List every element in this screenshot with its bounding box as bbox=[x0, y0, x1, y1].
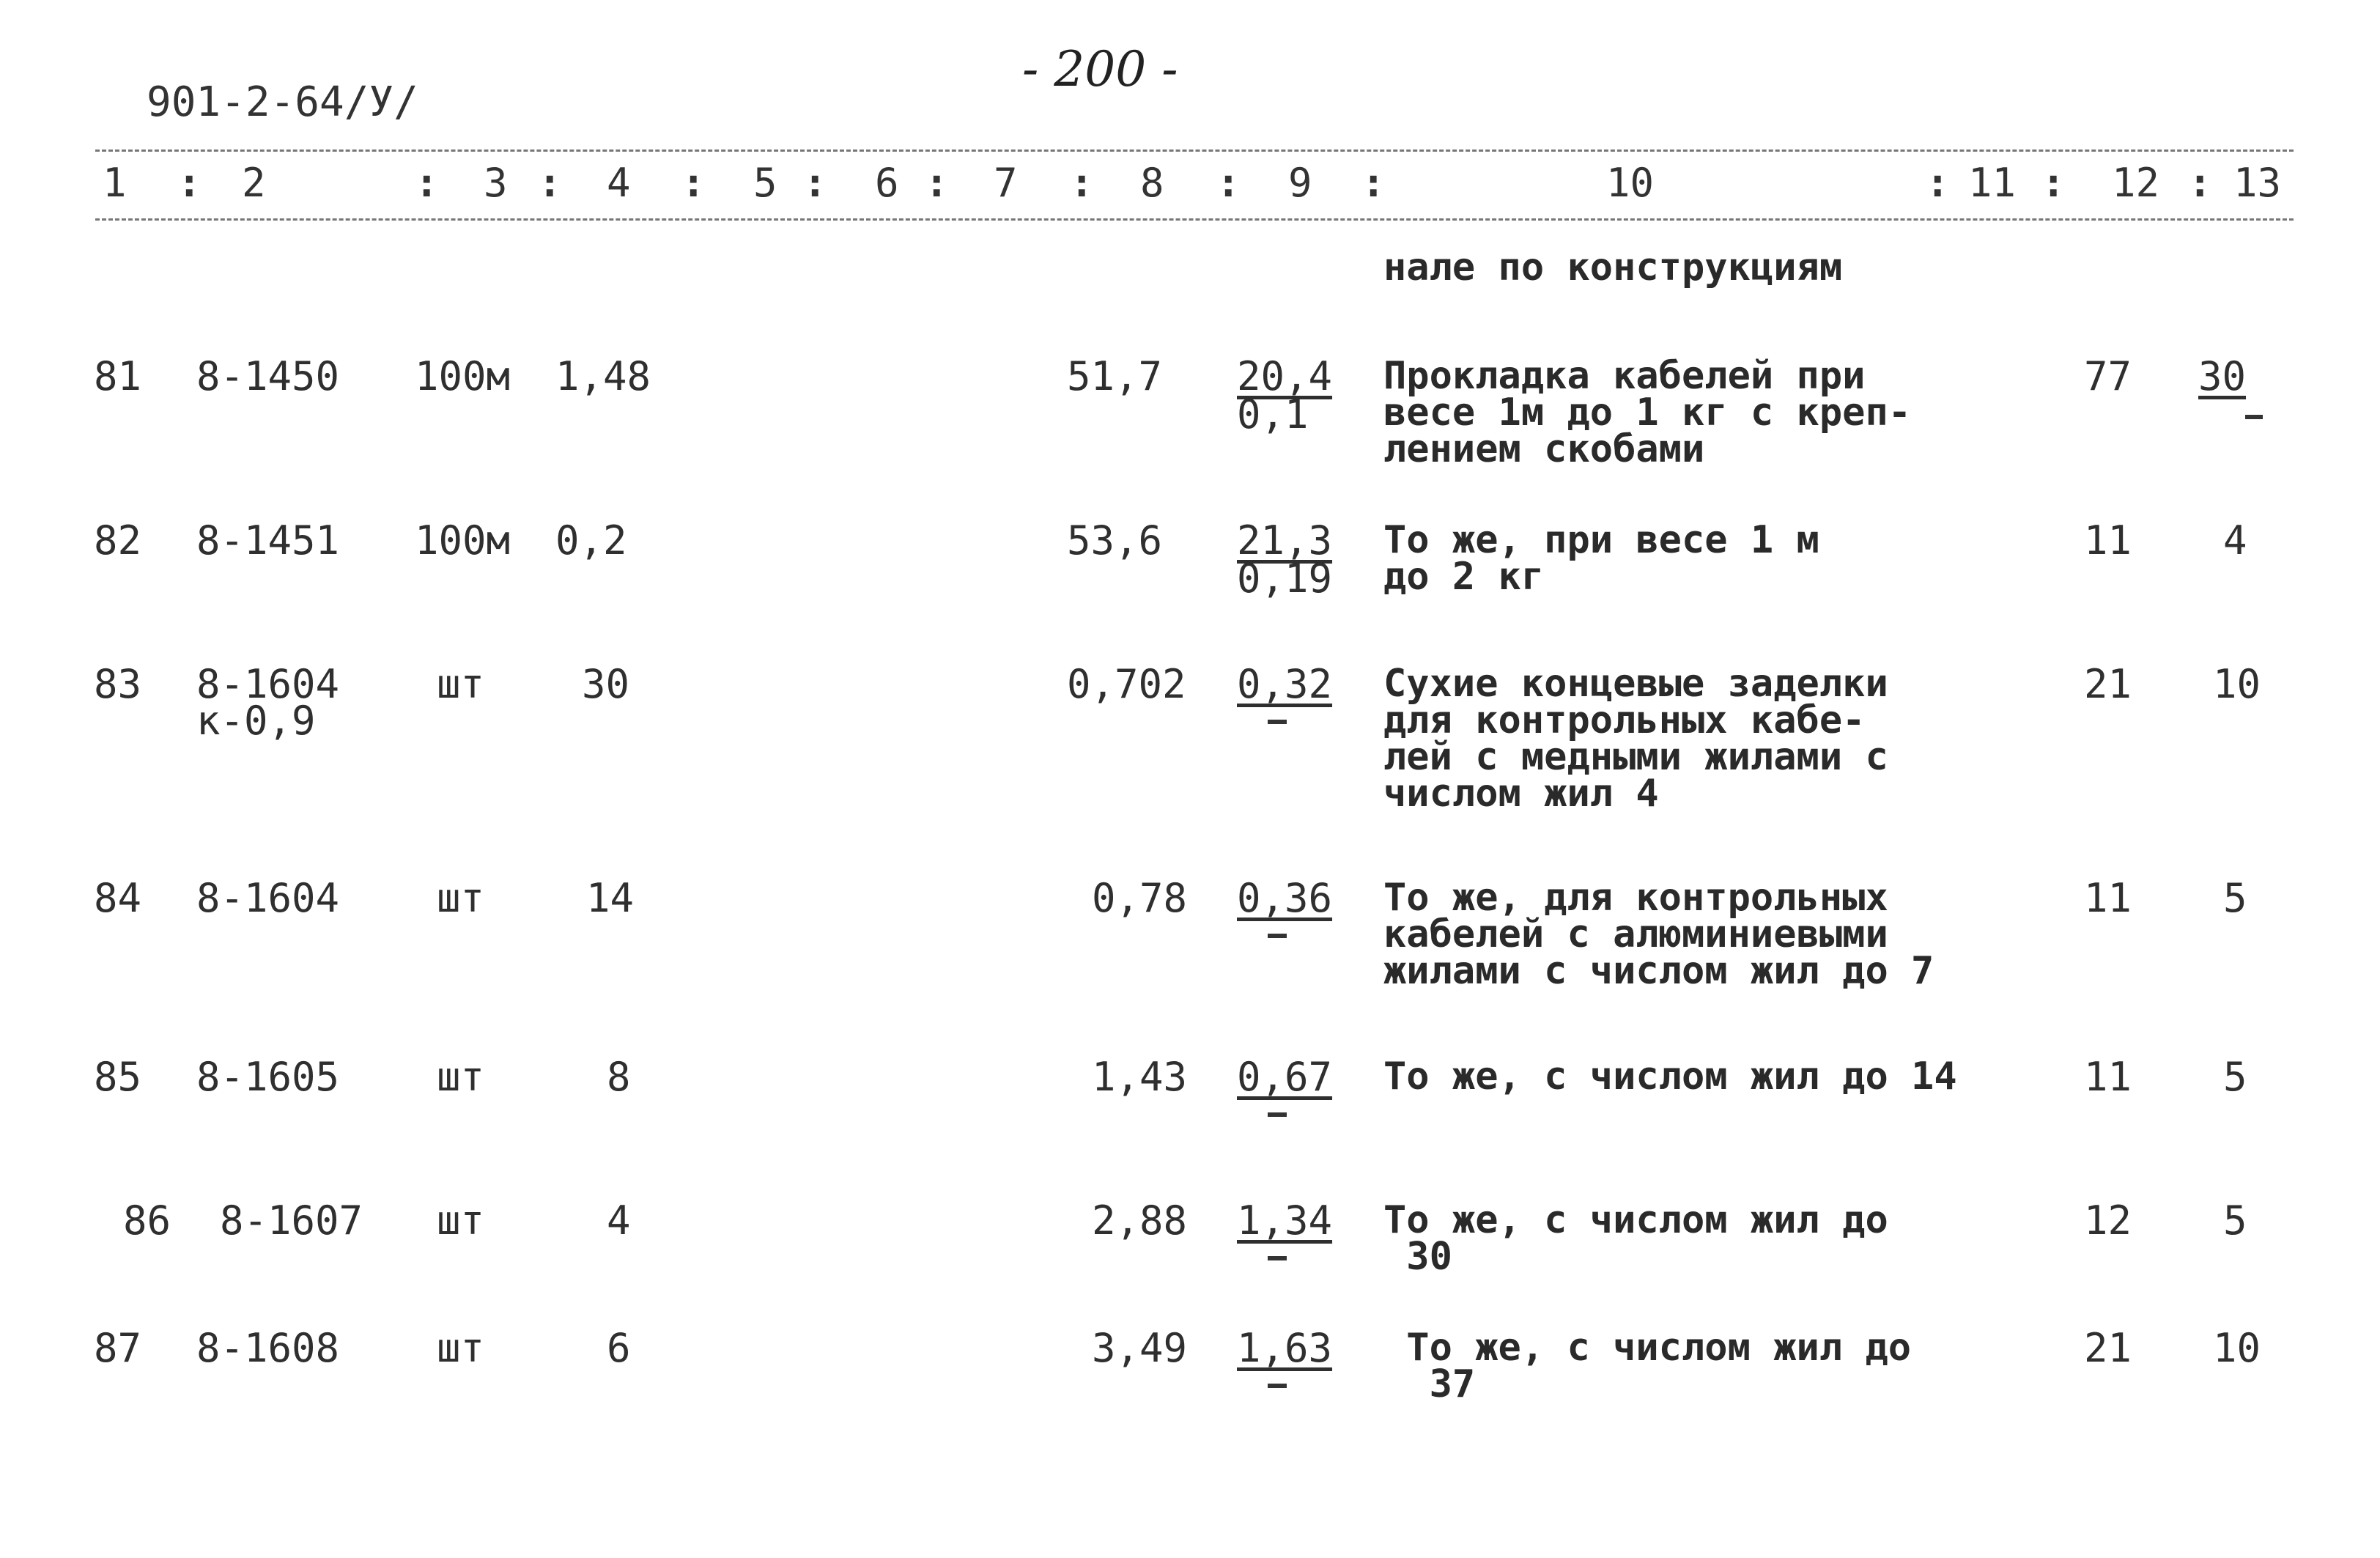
wage-top: 0,32 bbox=[1237, 661, 1333, 707]
col12-value: 21 bbox=[2084, 1325, 2132, 1371]
row-number: 84 bbox=[94, 875, 142, 921]
col-separator: : bbox=[803, 160, 827, 206]
col13-value: 10 bbox=[2213, 661, 2261, 707]
col-num-7: 7 bbox=[994, 160, 1018, 206]
col-num-8: 8 bbox=[1140, 160, 1164, 206]
work-description: То же, при весе 1 м до 2 кг bbox=[1383, 518, 1819, 599]
col13-value: 5 bbox=[2223, 1197, 2247, 1244]
rate-code: 8-1605 bbox=[196, 1054, 340, 1100]
unit: шт bbox=[437, 1054, 485, 1100]
col13-value: 30 bbox=[2198, 353, 2247, 399]
work-description: То же, для контрольных кабелей с алюминиевыми жилами с числом жил до 7 bbox=[1383, 876, 1934, 993]
col12-value: 11 bbox=[2084, 517, 2132, 564]
work-description: То же, с числом жил до 37 bbox=[1406, 1326, 1912, 1406]
col-num-13: 13 bbox=[2233, 160, 2282, 206]
wage-fraction bbox=[1237, 1325, 1333, 1388]
wage-fraction bbox=[1237, 353, 1333, 438]
row-number: 81 bbox=[94, 353, 142, 399]
cost-value: 3,49 bbox=[1092, 1325, 1188, 1371]
unit: 100м bbox=[415, 353, 511, 399]
quantity: 1,48 bbox=[555, 353, 651, 399]
col-num-3: 3 bbox=[484, 160, 508, 206]
wage-top: 21,3 bbox=[1237, 517, 1333, 564]
page-number: - 200 - bbox=[1022, 41, 1178, 97]
col12-value: 11 bbox=[2084, 875, 2132, 921]
col12-value: 77 bbox=[2084, 353, 2132, 399]
col-separator: : bbox=[1926, 160, 1950, 206]
rate-code: 8-1604 bbox=[196, 875, 340, 921]
col-separator: : bbox=[925, 160, 949, 206]
quantity: 14 bbox=[586, 875, 635, 921]
row-number: 83 bbox=[94, 661, 142, 707]
dash-mark bbox=[1268, 1256, 1287, 1260]
wage-fraction bbox=[1237, 661, 1333, 724]
col-separator: : bbox=[177, 160, 202, 206]
col13-value: 5 bbox=[2223, 875, 2247, 921]
col12-value: 21 bbox=[2084, 661, 2132, 707]
col-num-1: 1 bbox=[103, 160, 127, 206]
unit: шт bbox=[437, 1325, 485, 1371]
rate-code: 8-1604 bbox=[196, 661, 340, 707]
wage-top: 1,34 bbox=[1237, 1197, 1333, 1244]
unit: шт bbox=[437, 1197, 485, 1244]
col-num-5: 5 bbox=[753, 160, 777, 206]
row-number: 87 bbox=[94, 1325, 142, 1371]
unit: шт bbox=[437, 875, 485, 921]
document-code: 901-2-64/У/ bbox=[147, 78, 418, 126]
work-description: То же, с числом жил до 14 bbox=[1383, 1055, 1957, 1099]
col13-value: 5 bbox=[2223, 1054, 2247, 1100]
row-number: 85 bbox=[94, 1054, 142, 1100]
col-separator: : bbox=[2188, 160, 2212, 206]
col-separator: : bbox=[1361, 160, 1386, 206]
rate-code-suffix: к-0,9 bbox=[196, 698, 316, 744]
row-number: 82 bbox=[94, 517, 142, 564]
quantity: 30 bbox=[582, 661, 630, 707]
quantity: 4 bbox=[607, 1197, 631, 1244]
dash-mark bbox=[1268, 1384, 1287, 1388]
rate-code: 8-1608 bbox=[196, 1325, 340, 1371]
wage-top: 0,67 bbox=[1237, 1054, 1333, 1100]
header-rule-bottom bbox=[95, 218, 2294, 221]
col-separator: : bbox=[681, 160, 706, 206]
wage-top: 20,4 bbox=[1237, 353, 1333, 399]
col-separator: : bbox=[1070, 160, 1094, 206]
dash-mark bbox=[2245, 415, 2263, 419]
wage-fraction bbox=[1237, 1054, 1333, 1117]
col-num-10: 10 bbox=[1606, 160, 1655, 206]
rate-code: 8-1451 bbox=[196, 517, 340, 564]
quantity: 8 bbox=[607, 1054, 631, 1100]
col-separator: : bbox=[2041, 160, 2066, 206]
col-num-4: 4 bbox=[607, 160, 631, 206]
dash-mark bbox=[1268, 1112, 1287, 1117]
col13-value: 10 bbox=[2213, 1325, 2261, 1371]
wage-fraction bbox=[1237, 517, 1333, 602]
cost-value: 51,7 bbox=[1067, 353, 1163, 399]
work-description: Сухие концевые заделки для контрольных кабе- лей с медными жилами с числом жил 4 bbox=[1383, 662, 1888, 816]
col-num-11: 11 bbox=[1968, 160, 2017, 206]
cost-value: 1,43 bbox=[1092, 1054, 1188, 1100]
col-separator: : bbox=[538, 160, 562, 206]
col-num-9: 9 bbox=[1288, 160, 1312, 206]
work-description: То же, с числом жил до 30 bbox=[1383, 1198, 1888, 1279]
row-number: 86 bbox=[123, 1197, 171, 1244]
wage-bottom: 0,19 bbox=[1237, 555, 1333, 602]
col-num-12: 12 bbox=[2112, 160, 2160, 206]
rate-code: 8-1450 bbox=[196, 353, 340, 399]
cost-value: 0,78 bbox=[1092, 875, 1188, 921]
wage-fraction bbox=[1237, 875, 1333, 938]
col-separator: : bbox=[415, 160, 439, 206]
cost-value: 2,88 bbox=[1092, 1197, 1188, 1244]
dash-mark bbox=[1268, 934, 1287, 938]
quantity: 6 bbox=[607, 1325, 631, 1371]
header-rule-top bbox=[95, 149, 2294, 152]
wage-top: 1,63 bbox=[1237, 1325, 1333, 1371]
cost-value: 53,6 bbox=[1067, 517, 1163, 564]
unit: 100м bbox=[415, 517, 511, 564]
col12-value: 12 bbox=[2084, 1197, 2132, 1244]
col12-value: 11 bbox=[2084, 1054, 2132, 1100]
quantity: 0,2 bbox=[555, 517, 627, 564]
unit: шт bbox=[437, 661, 485, 707]
wage-bottom: 0,1 bbox=[1237, 391, 1309, 438]
rate-code: 8-1607 bbox=[220, 1197, 363, 1244]
dash-mark bbox=[1268, 720, 1287, 724]
col-num-6: 6 bbox=[875, 160, 899, 206]
wage-fraction bbox=[1237, 1197, 1333, 1260]
wage-top: 0,36 bbox=[1237, 875, 1333, 921]
col13-value: 4 bbox=[2223, 517, 2247, 564]
work-description: Прокладка кабелей при весе 1м до 1 кг с креп- лением скобами bbox=[1383, 354, 1912, 471]
continuation-text: нале по конструкциям bbox=[1383, 245, 1843, 289]
cost-value: 0,702 bbox=[1067, 661, 1186, 707]
col-separator: : bbox=[1216, 160, 1241, 206]
col-num-2: 2 bbox=[242, 160, 266, 206]
